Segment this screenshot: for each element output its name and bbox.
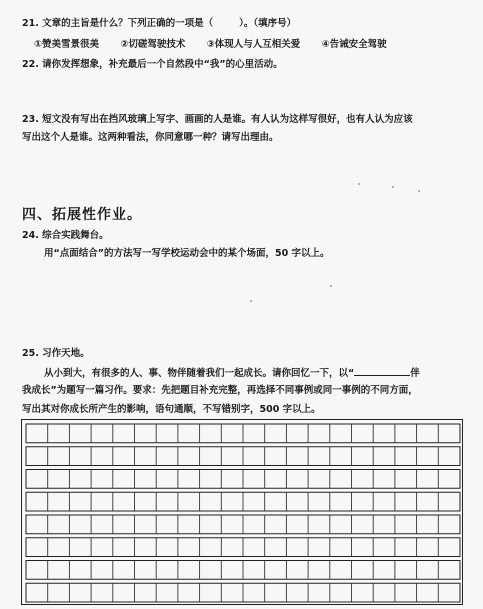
option-2: ②切磋驾驶技术 xyxy=(120,39,186,50)
scan-speck xyxy=(250,300,252,302)
writing-grid[interactable] xyxy=(21,419,463,605)
option-1: ①赞美雪景很美 xyxy=(34,39,100,50)
question-24-body: 用“点面结合”的方法写一写学校运动会中的某个场面，50 字以上。 xyxy=(44,248,330,259)
question-25-line-2: 我成长”为题写一篇习作。要求：先把题目补充完整，再选择不同事例或同一事例的不同方面， xyxy=(22,385,418,396)
question-23-line-1: 23. 短文没有写出在挡风玻璃上写字、画画的人是谁。有人认为这样写很好，也有人认为应该 xyxy=(22,114,413,125)
scan-speck xyxy=(358,183,360,185)
scan-speck xyxy=(330,285,332,287)
question-25-line-3: 写出其对你成长所产生的影响，语句通顺，不写错别字，500 字以上。 xyxy=(22,404,321,415)
writing-grid-cells xyxy=(22,420,463,605)
question-25-line-1: 从小到大，有很多的人、事、物伴随着我们一起成长。请你回忆一下，以“ 伴 xyxy=(44,368,420,379)
question-21-options xyxy=(34,39,387,51)
question-25-title: 25. 习作天地。 xyxy=(22,348,90,359)
question-21-stem: 21. 文章的主旨是什么？下列正确的一项是（ ）。（填序号） xyxy=(22,18,297,29)
option-3: ③体现人与人互相关爱 xyxy=(206,39,301,50)
title-fill-blank[interactable] xyxy=(354,366,410,376)
scan-speck xyxy=(418,190,420,192)
option-4: ④告诫安全驾驶 xyxy=(321,39,387,50)
question-22-stem: 22. 请你发挥想象，补充最后一个自然段中“我”的心里活动。 xyxy=(22,59,283,70)
section-4-heading: 四、拓展性作业。 xyxy=(22,207,142,223)
question-24-title: 24. 综合实践舞台。 xyxy=(22,230,109,241)
scan-speck xyxy=(392,186,394,188)
question-23-line-2: 写出这个人是谁。这两种看法，你同意哪一种？请写出理由。 xyxy=(22,132,279,143)
